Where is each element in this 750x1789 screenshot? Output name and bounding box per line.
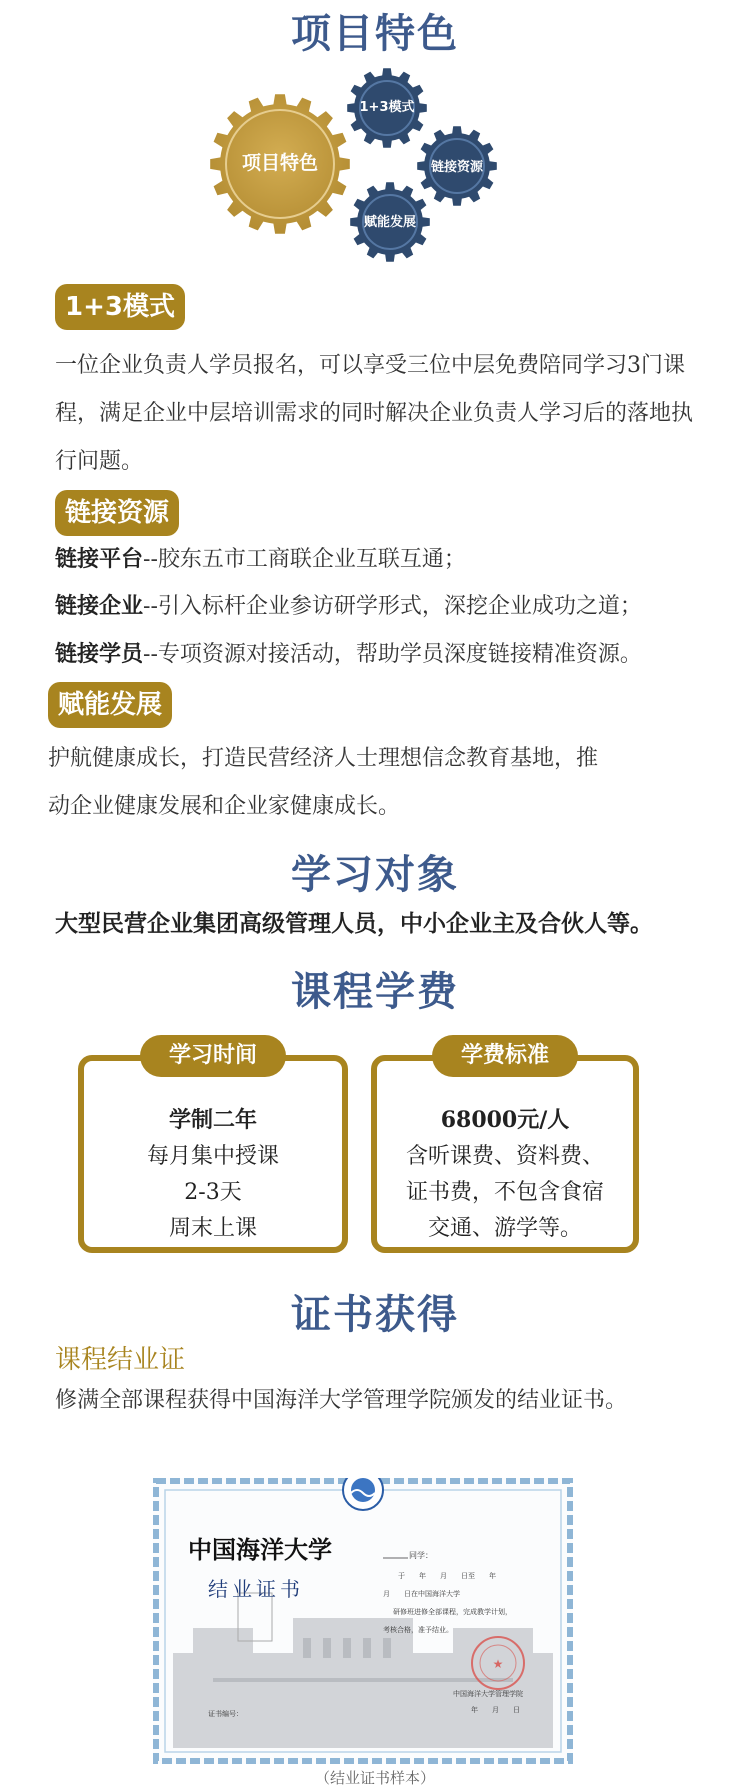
cert-line: 研修班进修全部课程，完成教学计划，: [393, 1608, 512, 1616]
gear-1-label: 1+3模式: [359, 100, 415, 115]
study-time-line: 学制二年: [168, 1107, 257, 1133]
certificate-sample-image: [153, 1478, 573, 1764]
resource-label: 链接学员: [55, 642, 144, 667]
fee-title: 课程学费: [291, 969, 459, 1015]
study-time-box: [78, 1055, 348, 1253]
gear-main-label: 项目特色: [241, 152, 319, 174]
cert-number: 证书编号：: [208, 1710, 243, 1718]
resource-text: --专项资源对接活动，帮助学员深度链接精准资源。: [143, 642, 642, 667]
cert-line: 中国海洋大学管理学院: [453, 1690, 523, 1698]
certificate-graphic: [153, 1478, 573, 1764]
resource-text: --胶东五市工商联企业互联互通；: [143, 547, 466, 572]
cert-title: 证书获得: [291, 1292, 459, 1338]
resource-item: [55, 640, 642, 670]
mode-tag: 1+3模式: [55, 284, 185, 330]
cert-caption: （结业证书样本）: [314, 1769, 435, 1787]
features-gear-diagram: [200, 58, 510, 280]
cert-line: 于 年 月 日至 年: [398, 1572, 496, 1580]
cert-university-name: 中国海洋大学: [188, 1535, 332, 1564]
audience-text: 大型民营企业集团高级管理人员，中小企业主及合伙人等。: [55, 911, 653, 937]
cert-subtitle: 课程结业证: [55, 1345, 186, 1375]
study-time-line: 周末上课: [168, 1216, 257, 1241]
tuition-box: [371, 1055, 639, 1253]
resources-tag: 链接资源: [55, 490, 179, 536]
gear-2-label: 链接资源: [430, 160, 484, 175]
empower-tag: 赋能发展: [48, 682, 172, 728]
mode-text: 一位企业负责人学员报名，可以享受三位中层免费陪同学习3门课程，满足企业中层培训需求的同时解决企业负责人学习后的落地执行问题。: [55, 353, 694, 474]
study-time-line: 每月集中授课: [146, 1144, 279, 1169]
tuition-line: 交通、游学等。: [427, 1216, 582, 1241]
tuition-line: 含听课费、资料费、: [405, 1144, 604, 1169]
resource-item: [55, 545, 466, 575]
empower-line-2: 动企业健康发展和企业家健康成长。: [48, 794, 401, 819]
tuition-line: 68000元/人: [440, 1107, 570, 1133]
cert-image-title: 结业证书: [208, 1577, 304, 1601]
resource-label: 链接企业: [55, 594, 144, 619]
resource-label: 链接平台: [55, 547, 144, 572]
cert-line: 同学：: [409, 1551, 433, 1560]
study-time-line: 2-3天: [184, 1180, 242, 1205]
tuition-line: 证书费，不包含食宿: [405, 1180, 604, 1205]
audience-title: 学习对象: [291, 852, 459, 898]
study-time-tag: 学习时间: [140, 1035, 286, 1077]
svg-text:★: ★: [492, 1657, 504, 1671]
cert-line: 月 日在中国海洋大学: [383, 1590, 460, 1598]
features-title: 项目特色: [291, 11, 459, 57]
tuition-tag: 学费标准: [432, 1035, 578, 1077]
cert-line: 年 月 日: [471, 1706, 520, 1714]
cert-line: 考核合格，准予结业。: [383, 1626, 453, 1634]
resource-text: --引入标杆企业参访研学形式，深挖企业成功之道；: [143, 594, 642, 619]
cert-text: 修满全部课程获得中国海洋大学管理学院颁发的结业证书。: [55, 1388, 628, 1413]
resource-item: [55, 592, 642, 622]
empower-line-1: 护航健康成长，打造民营经济人士理想信念教育基地，推: [48, 746, 599, 771]
gear-3-label: 赋能发展: [363, 215, 417, 230]
